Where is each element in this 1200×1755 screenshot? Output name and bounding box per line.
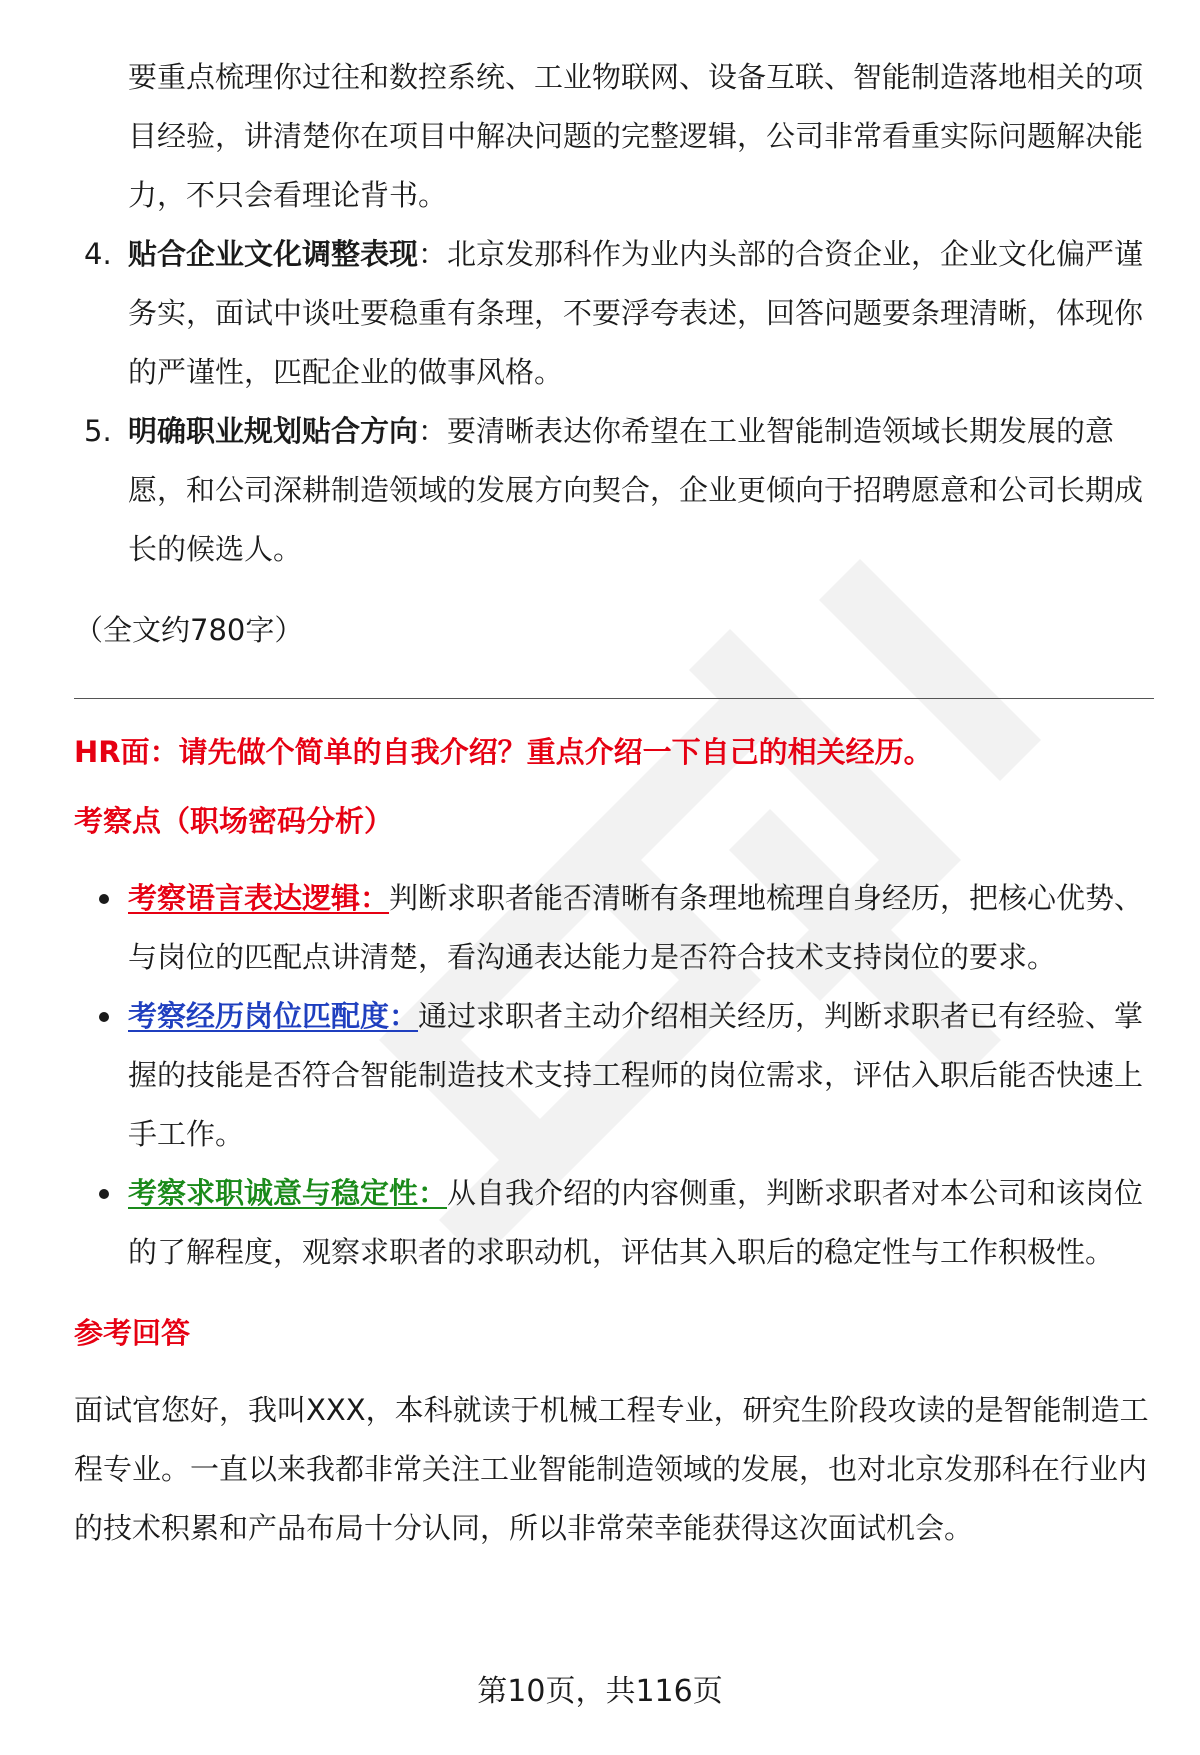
bullet-dot (99, 1189, 109, 1199)
analysis-item-match (74, 987, 1154, 1164)
tip-text: ：要清晰表达你希望在工业智能制造领域长期发展的意愿，和公司深耕制造领域的发展方向契合，企业更倾向于招聘愿意和公司长期成长的候选人。 (128, 414, 1144, 566)
reference-answer-text: 面试官您好，我叫XXX，本科就读于机械工程专业，研究生阶段攻读的是智能制造工程专业。一直以来我都非常关注工业智能制造领域的发展，也对北京发那科在行业内的技术积累和产品布局十分认同，所以非常荣幸能获得这次面试机会。 (74, 1393, 1149, 1545)
page-number-footer: 第10页，共116页 (477, 1674, 723, 1709)
bullet-dot (99, 894, 109, 904)
analysis-keyword: 考察求职诚意与稳定性： (128, 1176, 448, 1210)
bullet-dot (99, 1012, 109, 1022)
tip-item-5 (74, 402, 1154, 579)
analysis-keyword: 考察经历岗位匹配度： (128, 999, 419, 1033)
tip-number: 5. (84, 414, 112, 448)
continued-tip-text: 要重点梳理你过往和数控系统、工业物联网、设备互联、智能制造落地相关的项目经验，讲清楚你在项目中解决问题的完整逻辑，公司非常看重实际问题解决能力，不只会看理论背书。 (128, 60, 1144, 212)
tips-list (74, 225, 1154, 579)
tip-number: 4. (84, 237, 112, 271)
analysis-heading: 考察点（职场密码分析） (74, 804, 394, 838)
interview-question: HR面：请先做个简单的自我介绍？重点介绍一下自己的相关经历。 (74, 735, 933, 769)
analysis-list (74, 869, 1154, 1282)
section-divider (74, 698, 1154, 699)
analysis-keyword: 考察语言表达逻辑： (128, 881, 390, 915)
analysis-item-expression (74, 869, 1154, 987)
content-area (74, 48, 1154, 1587)
analysis-text: 从自我介绍的内容侧重，判断求职者对本公司和该岗位的了解程度，观察求职者的求职动机，评估其入职后的稳定性与工作积极性。 (128, 1176, 1144, 1269)
tip-item-4 (74, 225, 1154, 402)
tip-title: 贴合企业文化调整表现 (128, 237, 419, 271)
reference-answer-heading: 参考回答 (74, 1316, 191, 1350)
tip-text: ：北京发那科作为业内头部的合资企业，企业文化偏严谨务实，面试中谈吐要稳重有条理，不要浮夸表述，回答问题要条理清晰，体现你的严谨性，匹配企业的做事风格。 (128, 237, 1144, 389)
analysis-text: 判断求职者能否清晰有条理地梳理自身经历，把核心优势、与岗位的匹配点讲清楚，看沟通表达能力是否符合技术支持岗位的要求。 (128, 881, 1144, 974)
analysis-item-sincerity (74, 1164, 1154, 1282)
word-count-note: （全文约780字） (74, 613, 304, 647)
analysis-text: 通过求职者主动介绍相关经历，判断求职者已有经验、掌握的技能是否符合智能制造技术支持工程师的岗位需求，评估入职后能否快速上手工作。 (128, 999, 1144, 1151)
tip-title: 明确职业规划贴合方向 (128, 414, 419, 448)
